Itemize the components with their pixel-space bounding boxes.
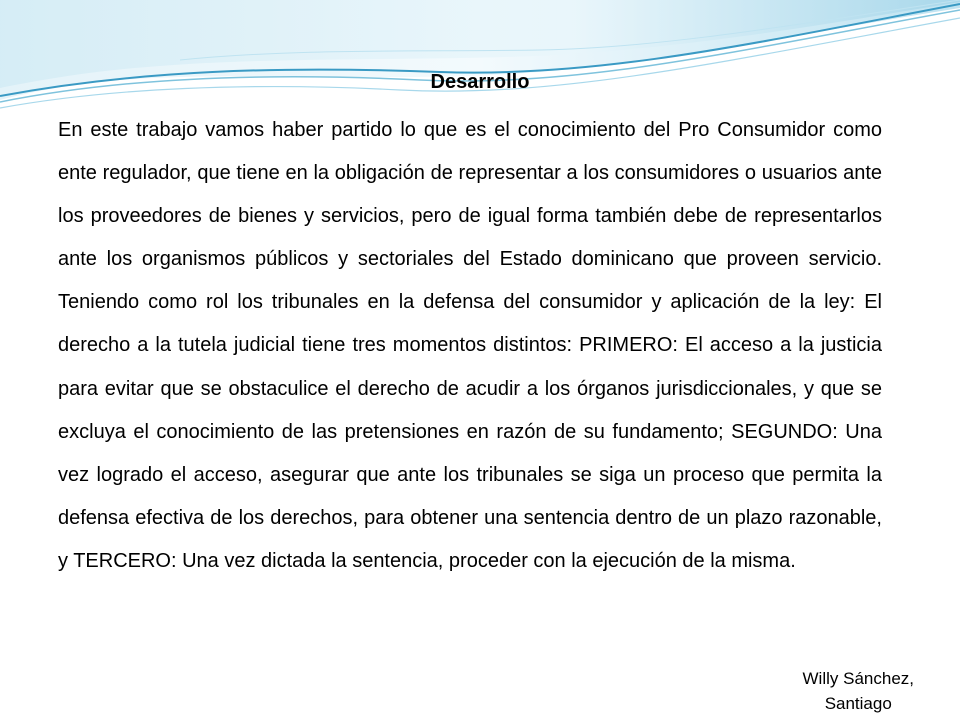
author-name: Willy Sánchez, (802, 669, 914, 688)
body-paragraph: En este trabajo vamos haber partido lo que es el conocimiento del Pro Consumidor como ente regulador, que tiene en la obligación de representar a los consumidores o usuarios ante los proveedores de bienes y servicios, pero de igual forma también debe de representarlos ante los organismos públicos y sectoriales del Estado dominicano que proveen servicio. Teniendo como rol los tribunales en la defensa del consumidor y aplicación de la ley: El derecho a la tutela judicial tiene tres momentos distintos: PRIMERO: El acceso a la justicia para evitar que se obstaculice el derecho de acudir a los órganos jurisdiccionales, y que se excluya el conocimiento de las pretensiones en razón de su fundamento; SEGUNDO: Una vez logrado el acceso, asegurar que ante los tribunales se siga un proceso que permita la defensa efectiva de los derechos, para obtener una sentencia dentro de un plazo razonable, y TERCERO: Una vez dictada la sentencia, proceder con la ejecución de la misma. (58, 119, 882, 572)
slide-title: Desarrollo (430, 71, 530, 93)
author-place: Santiago (824, 694, 892, 713)
author-credit (803, 666, 914, 716)
